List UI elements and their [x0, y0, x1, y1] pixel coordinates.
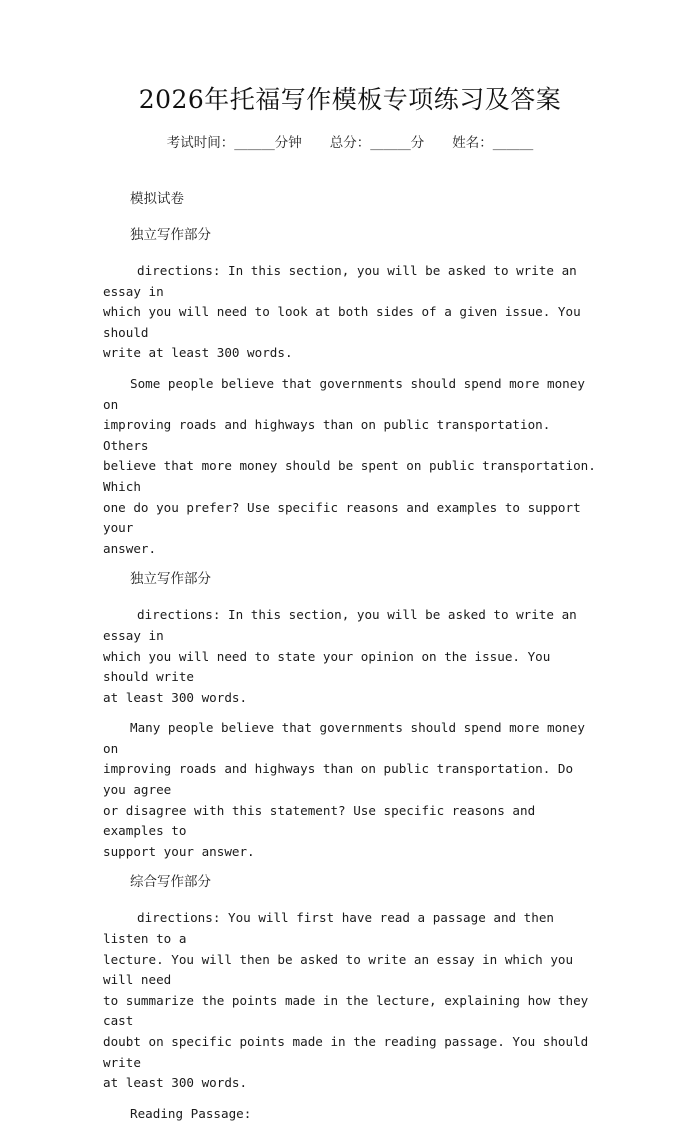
prompt-paragraph-1: Some people believe that governments should spend more money on improving roads and highways than on public transportation. Others believe that more money should be spent on public transportation. Which one do you prefer? Use specific reasons and examples to support your answer. [103, 375, 596, 556]
total-score-field: 总分：______分 [329, 135, 425, 151]
prompt-paragraph-2: Many people believe that governments should spend more money on improving roads and highways than on public transportation. Do you agree or disagree with this statement? Use specific reasons and examples to support your answer. [103, 720, 585, 859]
directions-paragraph-2: directions: In this section, you will be asked to write an essay in which you will need to state your opinion on the issue. You should write at least 300 words. [103, 607, 577, 705]
name-field: 姓名：______ [452, 135, 534, 151]
exam-info-line [0, 131, 700, 151]
document-body [103, 189, 603, 1134]
document-title: 2026年托福写作模板专项练习及答案 [138, 85, 562, 114]
directions-paragraph-1: directions: In this section, you will be asked to write an essay in which you will need to look at both sides of a given issue. You should write at least 300 words. [103, 263, 581, 361]
section-heading-independent-2: 独立写作部分 [130, 571, 211, 588]
reading-passage-label: Reading Passage: [130, 1105, 252, 1121]
directions-paragraph-3: directions: You will first have read a passage and then listen to a lecture. You will then be asked to write an essay in which you will need to summarize the points made in the lecture, explaining how they cast doubt on specific points made in the reading passage. You should write at least 300 words. [103, 910, 589, 1091]
exam-time-field: 考试时间：______分钟 [166, 135, 302, 151]
section-heading-independent-1: 独立写作部分 [130, 227, 211, 243]
section-heading-integrated: 综合写作部分 [130, 874, 211, 891]
section-heading-mock-exam: 模拟试卷 [130, 191, 184, 207]
